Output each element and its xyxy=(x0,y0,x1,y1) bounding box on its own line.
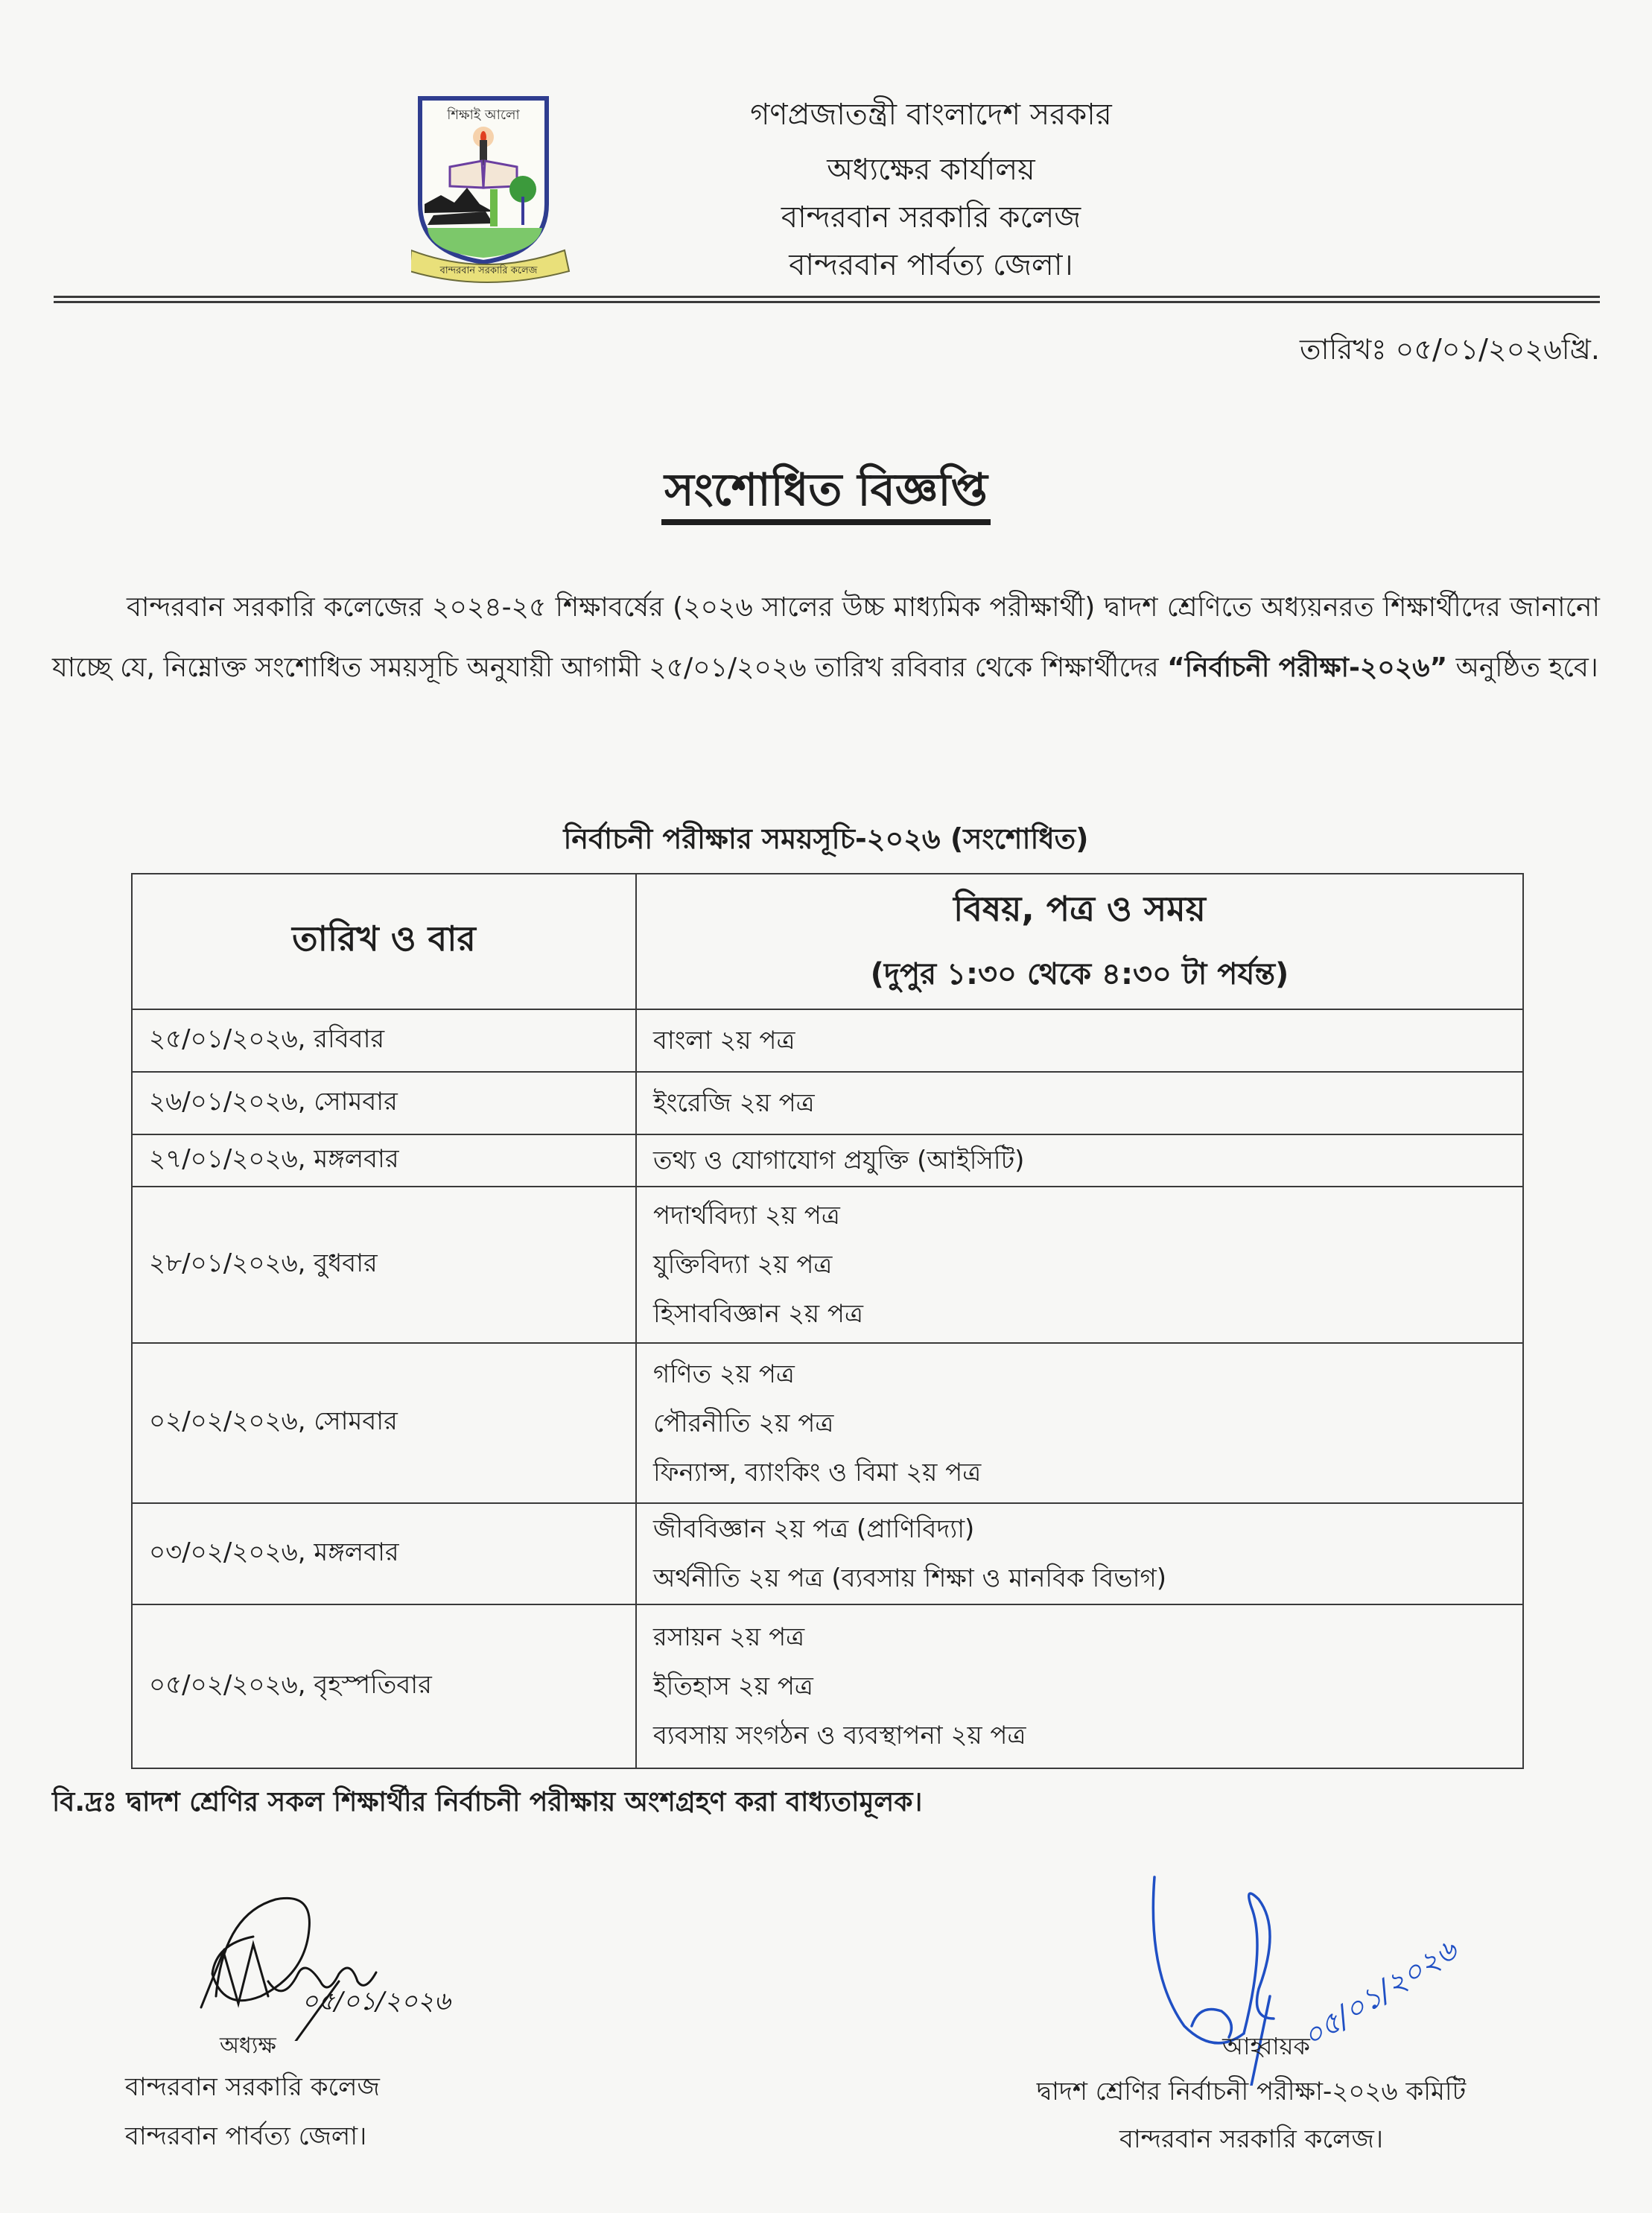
exam-date: ২৫/০১/২০২৬, রবিবার xyxy=(132,1009,636,1072)
convener-signature-date: ০৫/০১/২০২৬ xyxy=(1296,1932,1464,2055)
exam-subject: রসায়ন ২য় পত্র xyxy=(653,1622,805,1652)
principal-signature xyxy=(171,1885,484,2041)
exam-date: ২৬/০১/২০২৬, সোমবার xyxy=(132,1072,636,1134)
table-row xyxy=(132,1343,1523,1503)
principal-college: বান্দরবান সরকারি কলেজ xyxy=(125,2072,380,2102)
schedule-table xyxy=(131,873,1524,1769)
column-header-date: তারিখ ও বার xyxy=(132,874,636,1009)
notice-body-part1: বান্দরবান সরকারি কলেজের ২০২৪-২৫ শিক্ষাবর্ষের (২০২৬ সালের উচ্চ মাধ্যমিক পরীক্ষার্থী) দ্বাদশ শ্রেণিতে অধ্যয়নরত শিক্ষার্থীদের জানানো যাচ্ছে যে, নিম্নোক্ত সংশোধিত সময়সূচি অনুযায়ী আগামী ২৫/০১/২০২৬ তারিখ রবিবার থেকে শিক্ষার্থীদের xyxy=(52,592,1600,683)
exam-subject: ইতিহাস ২য় পত্র xyxy=(653,1671,813,1701)
exam-subject: যুক্তিবিদ্যা ২য় পত্র xyxy=(653,1250,833,1280)
column-header-subject-title: বিষয়, পত্র ও সময় xyxy=(953,888,1206,929)
exam-subject: অর্থনীতি ২য় পত্র (ব্যবসায় শিক্ষা ও মানবিক বিভাগ) xyxy=(653,1563,1167,1593)
principal-district: বান্দরবান পার্বত্য জেলা। xyxy=(125,2121,367,2151)
exam-subject: হিসাববিজ্ঞান ২য় পত্র xyxy=(653,1299,863,1329)
principal-signature-date: ০৫/০১/২০২৬ xyxy=(302,1987,451,2016)
table-row xyxy=(132,1187,1523,1343)
logo-motto: শিক্ষাই আলো xyxy=(447,107,520,123)
mandatory-note: বি.দ্রঃ দ্বাদশ শ্রেণির সকল শিক্ষার্থীর নির্বাচনী পরীক্ষায় অংশগ্রহণ করা বাধ্যতামূলক। xyxy=(52,1787,923,1817)
table-row xyxy=(132,1072,1523,1134)
signature-scribble-icon xyxy=(171,1885,484,2041)
logo-banner-text: বান্দরবান সরকারি কলেজ xyxy=(439,265,538,276)
notice-title-text: সংশোধিত বিজ্ঞপ্তি xyxy=(661,464,991,525)
schedule-title: নির্বাচনী পরীক্ষার সময়সূচি-২০২৬ (সংশোধিত) xyxy=(563,822,1089,855)
exam-subjects xyxy=(636,1343,1523,1503)
notice-body-highlight: “নির্বাচনী পরীক্ষা-২০২৬” xyxy=(1167,653,1448,683)
notice-body xyxy=(52,577,1600,698)
header-office: অধ্যক্ষের কার্যালয় xyxy=(827,153,1035,187)
principal-role: অধ্যক্ষ xyxy=(220,2033,276,2059)
exam-subjects xyxy=(636,1604,1523,1768)
exam-subject: পদার্থবিদ্যা ২য় পত্র xyxy=(653,1201,840,1231)
exam-subject: তথ্য ও যোগাযোগ প্রযুক্তি (আইসিটি) xyxy=(653,1146,1025,1175)
column-header-time: (দুপুর ১:৩০ থেকে ৪:৩০ টা পর্যন্ত) xyxy=(870,956,1289,991)
header-college: বান্দরবান সরকারি কলেজ xyxy=(781,200,1081,235)
header-district: বান্দরবান পার্বত্য জেলা। xyxy=(789,248,1073,282)
header-divider-second xyxy=(54,301,1600,303)
table-row xyxy=(132,1009,1523,1072)
exam-subject: ব্যবসায় সংগঠন ও ব্যবস্থাপনা ২য় পত্র xyxy=(653,1721,1026,1750)
header-divider xyxy=(54,296,1600,298)
exam-subjects xyxy=(636,1187,1523,1343)
column-header-subject xyxy=(636,874,1523,1009)
table-row xyxy=(132,1134,1523,1187)
exam-date: ০৩/০২/২০২৬, মঙ্গলবার xyxy=(132,1503,636,1604)
exam-subject: গণিত ২য় পত্র xyxy=(653,1359,795,1389)
notice-title xyxy=(0,456,1652,530)
exam-subjects xyxy=(636,1009,1523,1072)
notice-date: তারিখঃ ০৫/০১/২০২৬খ্রি. xyxy=(1300,333,1600,366)
exam-subject: পৌরনীতি ২য় পত্র xyxy=(653,1408,834,1438)
convener-college: বান্দরবান সরকারি কলেজ। xyxy=(1119,2124,1384,2154)
table-row xyxy=(132,1503,1523,1604)
exam-date: ০৫/০২/২০২৬, বৃহস্পতিবার xyxy=(132,1604,636,1768)
notice-body-part2: অনুষ্ঠিত হবে। xyxy=(1455,653,1598,683)
exam-subject: জীববিজ্ঞান ২য় পত্র (প্রাণিবিদ্যা) xyxy=(653,1514,975,1544)
exam-subjects xyxy=(636,1503,1523,1604)
exam-subjects xyxy=(636,1072,1523,1134)
exam-date: ০২/০২/২০২৬, সোমবার xyxy=(132,1343,636,1503)
schedule-header-row xyxy=(132,874,1523,1009)
exam-subjects xyxy=(636,1134,1523,1187)
exam-subject: ফিন্যান্স, ব্যাংকিং ও বিমা ২য় পত্র xyxy=(653,1457,982,1487)
convener-role: আহ্বায়ক xyxy=(1222,2032,1310,2060)
table-row xyxy=(132,1604,1523,1768)
exam-date: ২৭/০১/২০২৬, মঙ্গলবার xyxy=(132,1134,636,1187)
convener-committee: দ্বাদশ শ্রেণির নির্বাচনী পরীক্ষা-২০২৬ কমিটি xyxy=(1036,2077,1467,2106)
exam-subject: বাংলা ২য় পত্র xyxy=(653,1026,795,1055)
exam-subject: ইংরেজি ২য় পত্র xyxy=(653,1088,815,1118)
header-government: গণপ্রজাতন্ত্রী বাংলাদেশ সরকার xyxy=(750,98,1112,132)
exam-date: ২৮/০১/২০২৬, বুধবার xyxy=(132,1187,636,1343)
